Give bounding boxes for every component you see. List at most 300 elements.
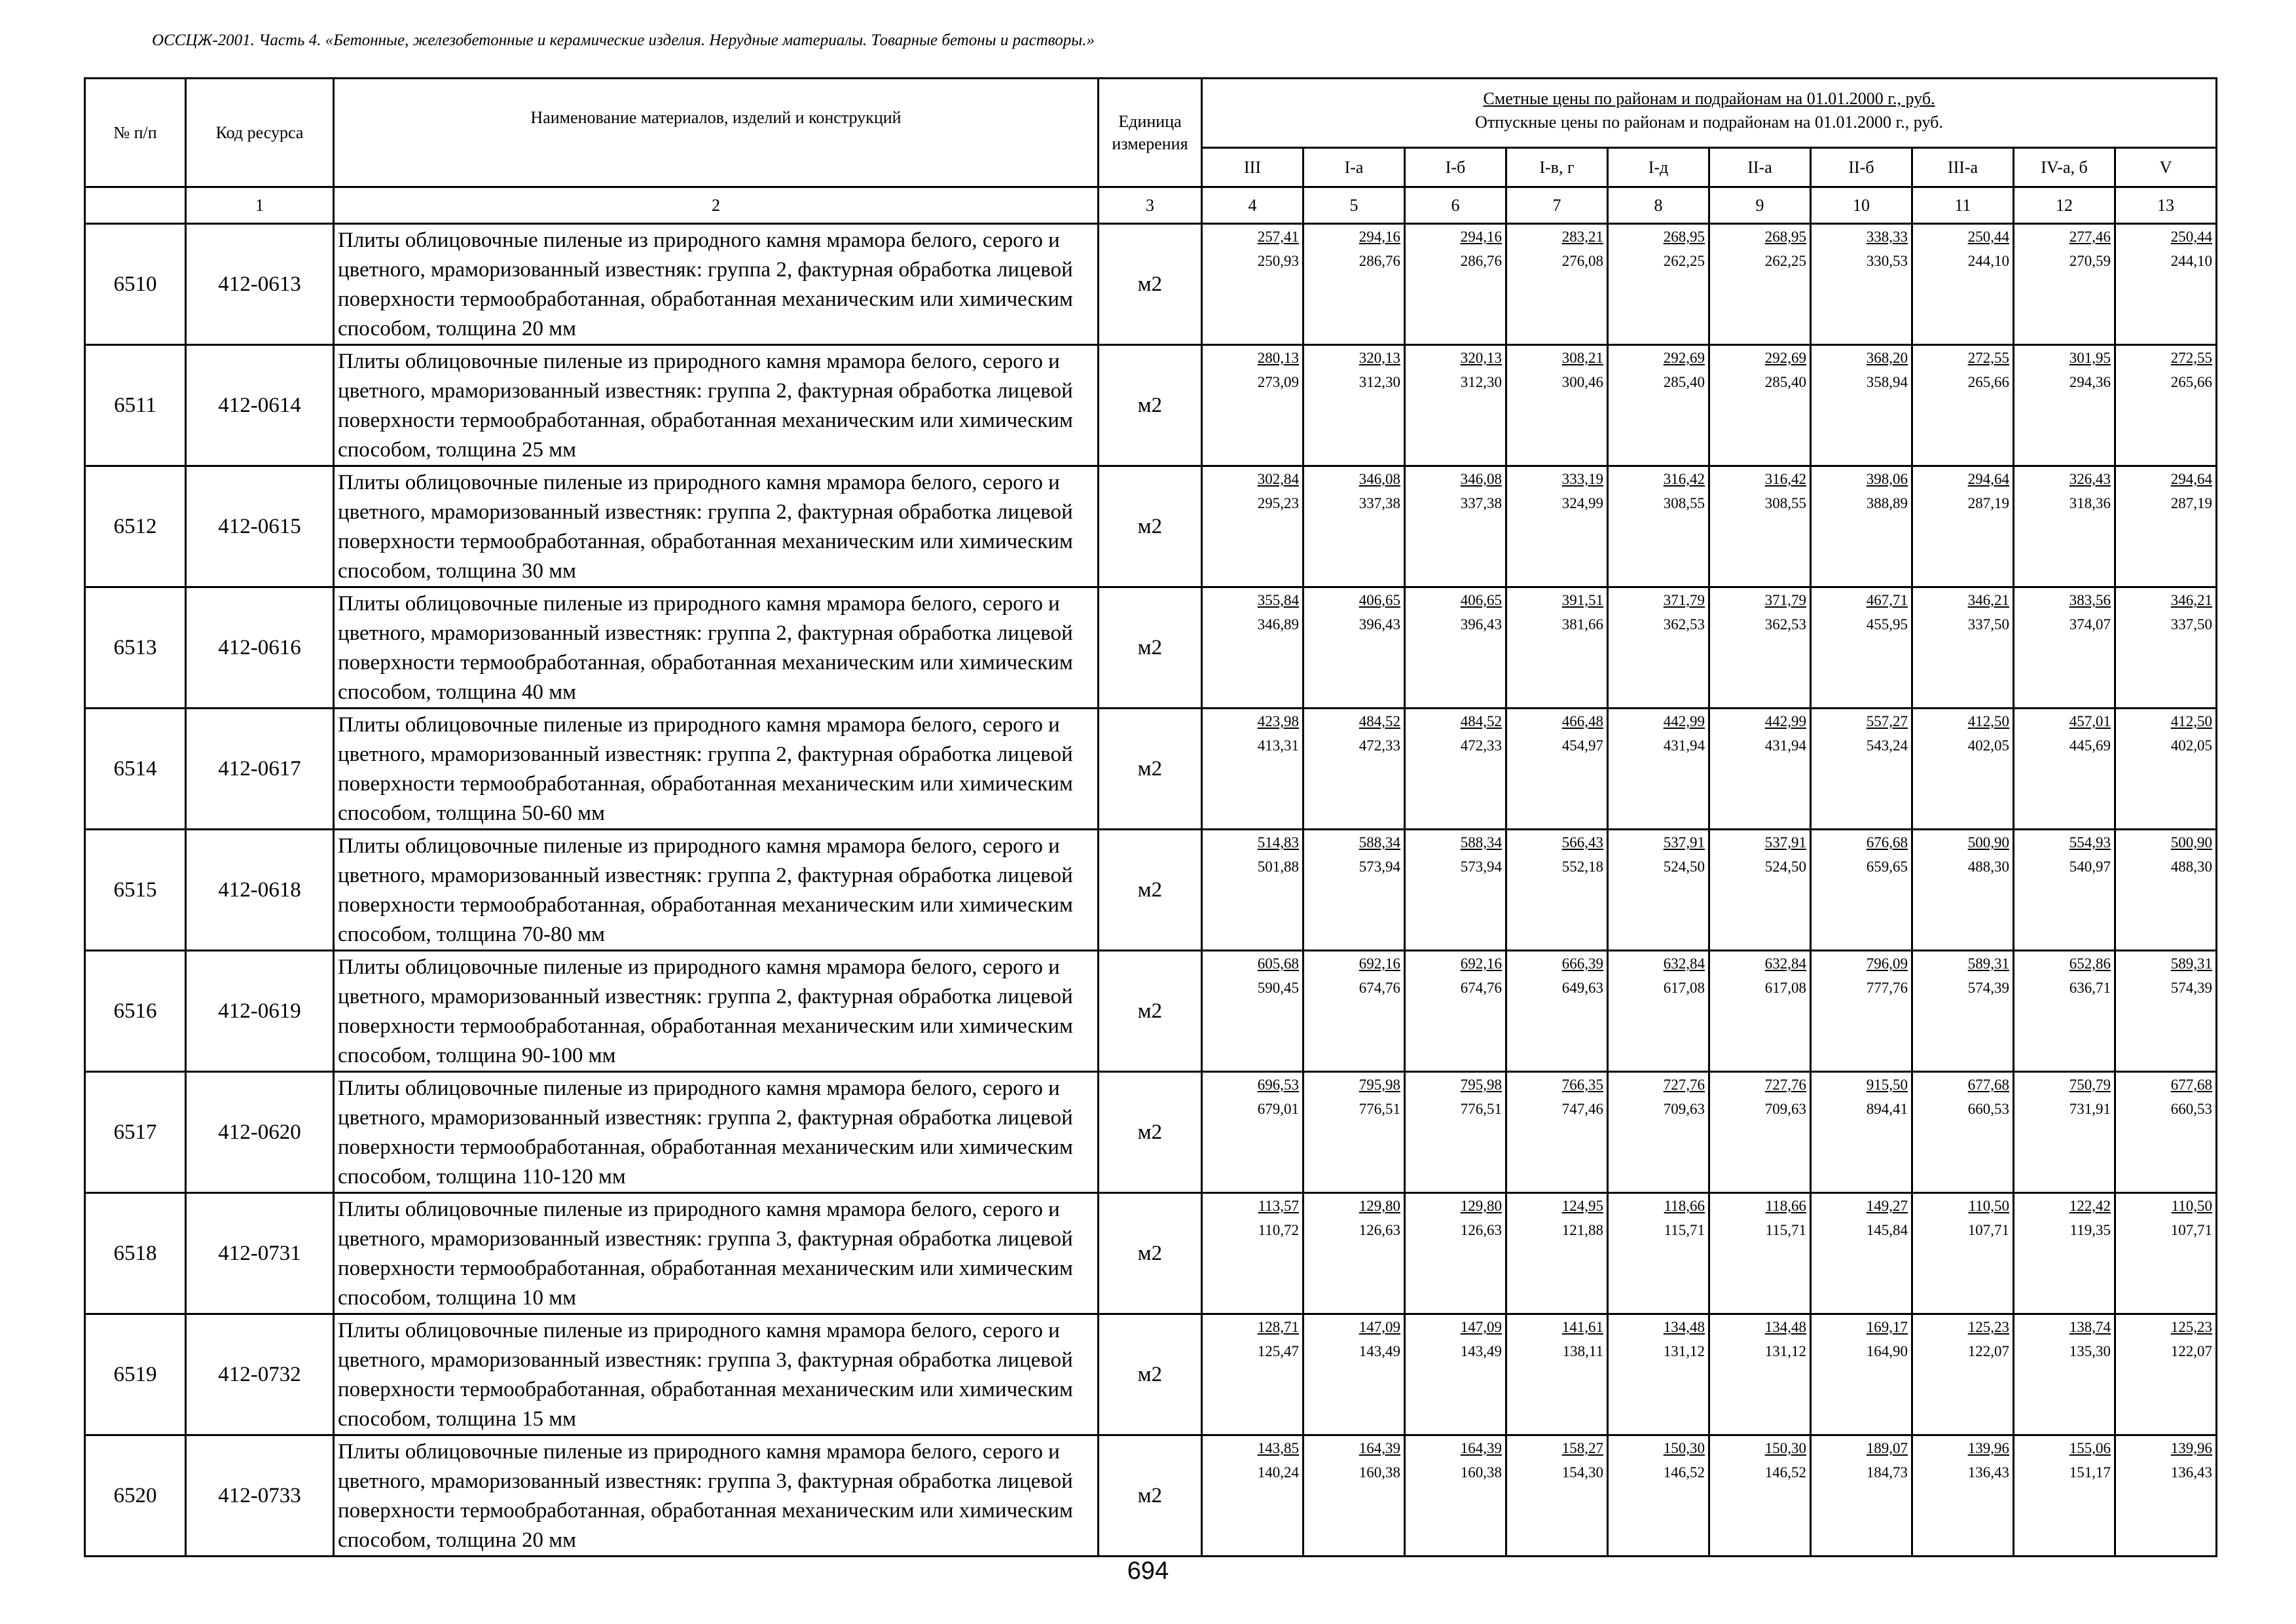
price-cell xyxy=(1811,1435,1912,1557)
price-cell xyxy=(1303,951,1405,1072)
estimate-price: 500,90 xyxy=(1967,834,2009,851)
price-cell xyxy=(1303,587,1405,709)
estimate-price: 333,19 xyxy=(1561,471,1603,487)
row-number: 6518 xyxy=(85,1193,186,1314)
price-cell xyxy=(1709,709,1811,830)
price-cell xyxy=(1303,830,1405,951)
estimate-price: 346,21 xyxy=(2170,592,2213,608)
estimate-price: 147,09 xyxy=(1358,1319,1400,1335)
price-cell xyxy=(1405,345,1506,466)
price-cell xyxy=(1202,224,1303,345)
release-price: 488,30 xyxy=(2170,858,2213,875)
resource-code: 412-0618 xyxy=(186,830,334,951)
estimate-price: 301,95 xyxy=(2069,350,2111,366)
release-price: 136,43 xyxy=(1967,1464,2009,1481)
release-price: 138,11 xyxy=(1562,1343,1603,1359)
resource-code: 412-0615 xyxy=(186,466,334,587)
column-number: 3 xyxy=(1099,187,1202,224)
release-prices-caption: Отпускные цены по районам и подрайонам на 01.01.2000 г., руб. xyxy=(1475,113,1943,132)
unit: м2 xyxy=(1099,466,1202,587)
column-number: 9 xyxy=(1709,187,1811,224)
release-price: 381,66 xyxy=(1561,616,1603,633)
release-price: 110,72 xyxy=(1258,1222,1299,1238)
price-cell xyxy=(1811,587,1912,709)
release-price: 154,30 xyxy=(1561,1464,1603,1481)
estimate-price: 150,30 xyxy=(1764,1440,1806,1456)
release-price: 262,25 xyxy=(1663,253,1705,269)
estimate-price: 557,27 xyxy=(1866,713,1908,729)
price-cell xyxy=(1709,1314,1811,1435)
price-cell xyxy=(1202,951,1303,1072)
unit: м2 xyxy=(1099,1193,1202,1314)
estimate-price: 134,48 xyxy=(1764,1319,1806,1335)
material-name: Плиты облицовочные пиленые из природного камня мрамора белого, серого и цветного, мраморизованный известняк: группа 2, фактурная обработка лицевой поверхности термообработанная, обработанная механическим или химическим способом, толщина 30 мм xyxy=(334,466,1099,587)
price-cell xyxy=(1202,830,1303,951)
release-price: 524,50 xyxy=(1663,858,1705,875)
price-cell xyxy=(1202,1314,1303,1435)
table-row xyxy=(85,951,2217,1072)
table-row xyxy=(85,709,2217,830)
release-price: 747,46 xyxy=(1561,1101,1603,1117)
price-cell xyxy=(1303,466,1405,587)
release-price: 318,36 xyxy=(2069,495,2111,511)
release-price: 265,66 xyxy=(2170,374,2213,390)
release-price: 308,55 xyxy=(1663,495,1705,511)
price-cell xyxy=(2115,345,2217,466)
price-cell xyxy=(1506,1193,1608,1314)
estimate-price: 124,95 xyxy=(1561,1198,1603,1214)
material-name: Плиты облицовочные пиленые из природного камня мрамора белого, серого и цветного, мраморизованный известняк: группа 3, фактурная обработка лицевой поверхности термообработанная, обработанная механическим или химическим способом, толщина 10 мм xyxy=(334,1193,1099,1314)
estimate-price: 484,52 xyxy=(1460,713,1502,729)
estimate-price: 666,39 xyxy=(1561,955,1603,972)
release-price: 346,89 xyxy=(1257,616,1299,633)
price-cell xyxy=(2115,951,2217,1072)
material-name: Плиты облицовочные пиленые из природного камня мрамора белого, серого и цветного, мраморизованный известняк: группа 3, фактурная обработка лицевой поверхности термообработанная, обработанная механическим или химическим способом, толщина 15 мм xyxy=(334,1314,1099,1435)
price-cell xyxy=(1303,1193,1405,1314)
estimate-price: 589,31 xyxy=(2170,955,2213,972)
estimate-price: 346,08 xyxy=(1358,471,1400,487)
material-name: Плиты облицовочные пиленые из природного камня мрамора белого, серого и цветного, мраморизованный известняк: группа 2, фактурная обработка лицевой поверхности термообработанная, обработанная механическим или химическим способом, толщина 40 мм xyxy=(334,587,1099,709)
release-price: 286,76 xyxy=(1358,253,1400,269)
price-cell xyxy=(1709,1435,1811,1557)
release-price: 244,10 xyxy=(1967,253,2009,269)
row-number: 6515 xyxy=(85,830,186,951)
estimate-price: 677,68 xyxy=(2170,1077,2213,1093)
estimate-price: 139,96 xyxy=(1967,1440,2009,1456)
estimate-price: 158,27 xyxy=(1561,1440,1603,1456)
price-cell xyxy=(1405,709,1506,830)
release-price: 501,88 xyxy=(1257,858,1299,875)
price-cell xyxy=(1912,1435,2014,1557)
release-price: 324,99 xyxy=(1561,495,1603,511)
release-price: 244,10 xyxy=(2170,253,2213,269)
table-row xyxy=(85,1435,2217,1557)
release-price: 285,40 xyxy=(1663,374,1705,390)
price-cell xyxy=(1405,224,1506,345)
price-cell xyxy=(1303,1314,1405,1435)
price-cell xyxy=(2014,345,2115,466)
region-header: III xyxy=(1202,148,1303,187)
release-price: 135,30 xyxy=(2069,1343,2111,1359)
release-price: 337,50 xyxy=(1967,616,2009,633)
estimate-price: 257,41 xyxy=(1257,229,1299,245)
estimate-price: 292,69 xyxy=(1764,350,1806,366)
price-cell xyxy=(2115,1314,2217,1435)
price-cell xyxy=(1405,1314,1506,1435)
release-price: 472,33 xyxy=(1358,737,1400,754)
release-price: 126,63 xyxy=(1460,1222,1502,1238)
estimate-price: 391,51 xyxy=(1561,592,1603,608)
release-price: 552,18 xyxy=(1561,858,1603,875)
estimate-price: 118,66 xyxy=(1765,1198,1806,1214)
release-price: 776,51 xyxy=(1358,1101,1400,1117)
region-header: I-а xyxy=(1303,148,1405,187)
estimate-price: 277,46 xyxy=(2069,229,2111,245)
estimate-price: 138,74 xyxy=(2069,1319,2111,1335)
price-cell xyxy=(1506,587,1608,709)
price-cell xyxy=(2014,224,2115,345)
release-price: 121,88 xyxy=(1561,1222,1603,1238)
price-cell xyxy=(1608,1435,1709,1557)
release-price: 250,93 xyxy=(1257,253,1299,269)
release-price: 488,30 xyxy=(1967,858,2009,875)
column-number: 1 xyxy=(186,187,334,224)
unit: м2 xyxy=(1099,1435,1202,1557)
price-cell xyxy=(1608,1072,1709,1193)
release-price: 107,71 xyxy=(2170,1222,2213,1238)
price-cell xyxy=(1303,345,1405,466)
estimate-price: 134,48 xyxy=(1663,1319,1705,1335)
release-price: 454,97 xyxy=(1561,737,1603,754)
estimate-price: 467,71 xyxy=(1866,592,1908,608)
price-cell xyxy=(1202,1193,1303,1314)
price-cell xyxy=(1608,466,1709,587)
estimate-price: 676,68 xyxy=(1866,834,1908,851)
price-cell xyxy=(1608,345,1709,466)
price-cell xyxy=(2115,1435,2217,1557)
table-row xyxy=(85,224,2217,345)
release-price: 413,31 xyxy=(1257,737,1299,754)
estimate-price: 696,53 xyxy=(1257,1077,1299,1093)
estimate-price: 355,84 xyxy=(1257,592,1299,608)
release-price: 151,17 xyxy=(2069,1464,2111,1481)
price-cell xyxy=(1405,1072,1506,1193)
price-cell xyxy=(1709,224,1811,345)
region-header: IV-а, б xyxy=(2014,148,2115,187)
region-header: V xyxy=(2115,148,2217,187)
release-price: 388,89 xyxy=(1866,495,1908,511)
estimate-price: 283,21 xyxy=(1561,229,1603,245)
release-price: 145,84 xyxy=(1866,1222,1908,1238)
row-number: 6510 xyxy=(85,224,186,345)
price-cell xyxy=(1912,1193,2014,1314)
price-cell xyxy=(2115,224,2217,345)
estimate-price: 442,99 xyxy=(1663,713,1705,729)
unit: м2 xyxy=(1099,830,1202,951)
estimate-price: 589,31 xyxy=(1967,955,2009,972)
release-price: 276,08 xyxy=(1561,253,1603,269)
estimate-price: 129,80 xyxy=(1460,1198,1502,1214)
table-row xyxy=(85,1193,2217,1314)
price-cell xyxy=(2115,1193,2217,1314)
table-body xyxy=(85,224,2217,1557)
price-cell xyxy=(1912,224,2014,345)
price-cell xyxy=(1912,345,2014,466)
release-price: 574,39 xyxy=(2170,980,2213,996)
price-cell xyxy=(1506,1435,1608,1557)
column-number: 10 xyxy=(1811,187,1912,224)
estimate-price: 412,50 xyxy=(1967,713,2009,729)
material-name: Плиты облицовочные пиленые из природного камня мрамора белого, серого и цветного, мраморизованный известняк: группа 2, фактурная обработка лицевой поверхности термообработанная, обработанная механическим или химическим способом, толщина 20 мм xyxy=(334,224,1099,345)
estimate-price: 500,90 xyxy=(2170,834,2213,851)
estimate-price: 294,16 xyxy=(1358,229,1400,245)
price-cell xyxy=(1912,951,2014,1072)
column-number: 13 xyxy=(2115,187,2217,224)
price-cell xyxy=(1811,345,1912,466)
release-price: 119,35 xyxy=(2069,1222,2111,1238)
estimate-price: 632,84 xyxy=(1663,955,1705,972)
header-unit: Единица измерения xyxy=(1099,79,1202,187)
unit: м2 xyxy=(1099,587,1202,709)
price-cell xyxy=(1709,830,1811,951)
release-price: 122,07 xyxy=(1967,1343,2009,1359)
price-cell xyxy=(2014,587,2115,709)
row-number: 6517 xyxy=(85,1072,186,1193)
estimate-price: 113,57 xyxy=(1258,1198,1299,1214)
estimate-price: 250,44 xyxy=(2170,229,2213,245)
price-cell xyxy=(2115,709,2217,830)
price-cell xyxy=(1709,466,1811,587)
estimate-price: 147,09 xyxy=(1460,1319,1502,1335)
estimate-price: 371,79 xyxy=(1764,592,1806,608)
price-cell xyxy=(1608,1193,1709,1314)
page-number: 694 xyxy=(1127,1557,1169,1585)
price-cell xyxy=(1608,1314,1709,1435)
price-cell xyxy=(1202,466,1303,587)
release-price: 776,51 xyxy=(1460,1101,1502,1117)
price-cell xyxy=(2014,709,2115,830)
release-price: 164,90 xyxy=(1866,1343,1908,1359)
release-price: 131,12 xyxy=(1663,1343,1705,1359)
resource-code: 412-0614 xyxy=(186,345,334,466)
price-cell xyxy=(1506,1072,1608,1193)
region-header: I-в, г xyxy=(1506,148,1608,187)
price-cell xyxy=(1202,587,1303,709)
price-cell xyxy=(1709,1072,1811,1193)
resource-code: 412-0733 xyxy=(186,1435,334,1557)
price-cell xyxy=(1303,709,1405,830)
price-cell xyxy=(1303,1072,1405,1193)
release-price: 431,94 xyxy=(1764,737,1806,754)
price-cell xyxy=(1506,709,1608,830)
estimate-price: 125,23 xyxy=(1967,1319,2009,1335)
release-price: 731,91 xyxy=(2069,1101,2111,1117)
estimate-price: 125,23 xyxy=(2170,1319,2213,1335)
price-cell xyxy=(1202,345,1303,466)
price-cell xyxy=(1912,830,2014,951)
release-price: 287,19 xyxy=(2170,495,2213,511)
material-name: Плиты облицовочные пиленые из природного камня мрамора белого, серого и цветного, мраморизованный известняк: группа 3, фактурная обработка лицевой поверхности термообработанная, обработанная механическим или химическим способом, толщина 20 мм xyxy=(334,1435,1099,1557)
estimate-price: 250,44 xyxy=(1967,229,2009,245)
estimate-price: 169,17 xyxy=(1866,1319,1908,1335)
table-row xyxy=(85,1072,2217,1193)
price-cell xyxy=(1811,1314,1912,1435)
price-cell xyxy=(1608,224,1709,345)
release-price: 590,45 xyxy=(1257,980,1299,996)
release-price: 573,94 xyxy=(1358,858,1400,875)
row-number: 6514 xyxy=(85,709,186,830)
price-cell xyxy=(1811,709,1912,830)
unit: м2 xyxy=(1099,1072,1202,1193)
estimate-price: 346,08 xyxy=(1460,471,1502,487)
price-cell xyxy=(1506,830,1608,951)
release-price: 709,63 xyxy=(1764,1101,1806,1117)
estimate-price: 338,33 xyxy=(1866,229,1908,245)
price-cell xyxy=(2115,830,2217,951)
release-price: 543,24 xyxy=(1866,737,1908,754)
release-price: 617,08 xyxy=(1663,980,1705,996)
price-cell xyxy=(1405,1435,1506,1557)
region-header: III-а xyxy=(1912,148,2014,187)
release-price: 362,53 xyxy=(1764,616,1806,633)
estimate-price: 383,56 xyxy=(2069,592,2111,608)
table-head xyxy=(85,79,2217,224)
release-price: 122,07 xyxy=(2170,1343,2213,1359)
price-cell xyxy=(1405,587,1506,709)
price-cell xyxy=(2115,587,2217,709)
release-price: 894,41 xyxy=(1866,1101,1908,1117)
release-price: 431,94 xyxy=(1663,737,1705,754)
resource-code: 412-0620 xyxy=(186,1072,334,1193)
estimate-price: 796,09 xyxy=(1866,955,1908,972)
estimate-price: 423,98 xyxy=(1257,713,1299,729)
estimate-price: 537,91 xyxy=(1764,834,1806,851)
estimate-price: 406,65 xyxy=(1460,592,1502,608)
release-price: 143,49 xyxy=(1358,1343,1400,1359)
release-price: 312,30 xyxy=(1460,374,1502,390)
price-cell xyxy=(1709,951,1811,1072)
price-cell xyxy=(1506,224,1608,345)
estimate-price: 129,80 xyxy=(1358,1198,1400,1214)
release-price: 358,94 xyxy=(1866,374,1908,390)
release-price: 295,23 xyxy=(1257,495,1299,511)
row-number: 6516 xyxy=(85,951,186,1072)
estimate-price: 326,43 xyxy=(2069,471,2111,487)
material-name: Плиты облицовочные пиленые из природного камня мрамора белого, серого и цветного, мраморизованный известняк: группа 2, фактурная обработка лицевой поверхности термообработанная, обработанная механическим или химическим способом, толщина 25 мм xyxy=(334,345,1099,466)
price-cell xyxy=(1608,830,1709,951)
unit: м2 xyxy=(1099,709,1202,830)
price-cell xyxy=(1912,709,2014,830)
material-name: Плиты облицовочные пиленые из природного камня мрамора белого, серого и цветного, мраморизованный известняк: группа 2, фактурная обработка лицевой поверхности термообработанная, обработанная механическим или химическим способом, толщина 110-120 мм xyxy=(334,1072,1099,1193)
release-price: 709,63 xyxy=(1663,1101,1705,1117)
release-price: 330,53 xyxy=(1866,253,1908,269)
price-cell xyxy=(1811,224,1912,345)
price-cell xyxy=(1608,709,1709,830)
price-cell xyxy=(2014,1193,2115,1314)
estimate-price: 141,61 xyxy=(1561,1319,1603,1335)
resource-code: 412-0732 xyxy=(186,1314,334,1435)
price-cell xyxy=(2014,1435,2115,1557)
price-cell xyxy=(1709,1193,1811,1314)
estimate-price: 164,39 xyxy=(1460,1440,1502,1456)
column-number: 8 xyxy=(1608,187,1709,224)
release-price: 312,30 xyxy=(1358,374,1400,390)
table-row xyxy=(85,1314,2217,1435)
estimate-price: 118,66 xyxy=(1664,1198,1705,1214)
price-cell xyxy=(1506,345,1608,466)
estimate-price: 320,13 xyxy=(1460,350,1502,366)
estimate-price: 466,48 xyxy=(1561,713,1603,729)
release-price: 285,40 xyxy=(1764,374,1806,390)
release-price: 472,33 xyxy=(1460,737,1502,754)
release-price: 649,63 xyxy=(1561,980,1603,996)
estimate-price: 139,96 xyxy=(2170,1440,2213,1456)
estimate-price: 320,13 xyxy=(1358,350,1400,366)
estimate-price: 268,95 xyxy=(1663,229,1705,245)
material-name: Плиты облицовочные пиленые из природного камня мрамора белого, серого и цветного, мраморизованный известняк: группа 2, фактурная обработка лицевой поверхности термообработанная, обработанная механическим или химическим способом, толщина 90-100 мм xyxy=(334,951,1099,1072)
release-price: 265,66 xyxy=(1967,374,2009,390)
estimate-price: 766,35 xyxy=(1561,1077,1603,1093)
release-price: 674,76 xyxy=(1460,980,1502,996)
estimate-price: 143,85 xyxy=(1257,1440,1299,1456)
release-price: 674,76 xyxy=(1358,980,1400,996)
estimate-price: 588,34 xyxy=(1358,834,1400,851)
estimate-price: 316,42 xyxy=(1663,471,1705,487)
release-price: 115,71 xyxy=(1765,1222,1806,1238)
price-table xyxy=(84,77,2217,1557)
release-price: 146,52 xyxy=(1663,1464,1705,1481)
release-price: 445,69 xyxy=(2069,737,2111,754)
price-cell xyxy=(1608,951,1709,1072)
estimate-price: 371,79 xyxy=(1663,592,1705,608)
estimate-price: 308,21 xyxy=(1561,350,1603,366)
price-cell xyxy=(2115,1072,2217,1193)
row-number: 6512 xyxy=(85,466,186,587)
column-number: 2 xyxy=(334,187,1099,224)
estimate-price: 727,76 xyxy=(1663,1077,1705,1093)
header-prices xyxy=(1202,79,2217,148)
estimate-price: 795,98 xyxy=(1358,1077,1400,1093)
estimate-price: 189,07 xyxy=(1866,1440,1908,1456)
estimate-price: 110,50 xyxy=(2171,1198,2213,1214)
table-row xyxy=(85,830,2217,951)
release-price: 659,65 xyxy=(1866,858,1908,875)
estimate-price: 268,95 xyxy=(1764,229,1806,245)
row-number: 6520 xyxy=(85,1435,186,1557)
estimate-price: 566,43 xyxy=(1561,834,1603,851)
release-price: 374,07 xyxy=(2069,616,2111,633)
estimate-price: 294,16 xyxy=(1460,229,1502,245)
release-price: 660,53 xyxy=(1967,1101,2009,1117)
release-price: 270,59 xyxy=(2069,253,2111,269)
estimate-price: 588,34 xyxy=(1460,834,1502,851)
estimate-price: 294,64 xyxy=(1967,471,2009,487)
row-number: 6519 xyxy=(85,1314,186,1435)
release-price: 660,53 xyxy=(2170,1101,2213,1117)
price-cell xyxy=(2115,466,2217,587)
material-name: Плиты облицовочные пиленые из природного камня мрамора белого, серого и цветного, мраморизованный известняк: группа 2, фактурная обработка лицевой поверхности термообработанная, обработанная механическим или химическим способом, толщина 50-60 мм xyxy=(334,709,1099,830)
price-cell xyxy=(2014,1072,2115,1193)
release-price: 294,36 xyxy=(2069,374,2111,390)
estimate-price: 457,01 xyxy=(2069,713,2111,729)
estimate-price: 677,68 xyxy=(1967,1077,2009,1093)
release-price: 143,49 xyxy=(1460,1343,1502,1359)
column-number: 5 xyxy=(1303,187,1405,224)
estimate-price: 605,68 xyxy=(1257,955,1299,972)
estimate-price: 155,06 xyxy=(2069,1440,2111,1456)
header-code: Код ресурса xyxy=(186,79,334,187)
price-cell xyxy=(1405,1193,1506,1314)
